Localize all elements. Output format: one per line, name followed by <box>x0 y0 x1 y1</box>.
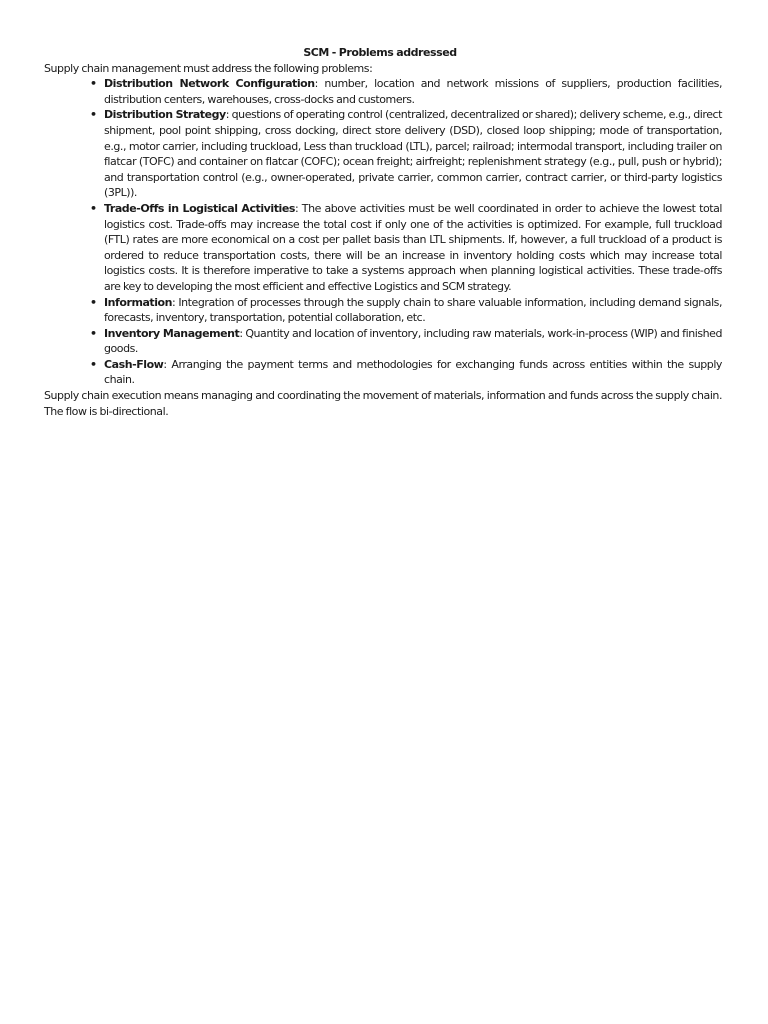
list-item-distribution-network <box>90 76 722 107</box>
intro-paragraph: Supply chain management must address the following problems: <box>44 61 373 75</box>
item-term: Distribution Strategy <box>104 108 226 122</box>
item-text: : Arranging the payment terms and methodologies for exchanging funds across entities within the supply chain. <box>104 357 722 387</box>
bullet-icon: • <box>90 77 97 91</box>
bullet-icon: • <box>90 326 97 340</box>
item-term: Cash-Flow <box>104 357 164 371</box>
list-item-trade-offs <box>90 201 722 295</box>
item-term: Inventory Management <box>104 326 240 340</box>
document-page <box>44 45 722 419</box>
closing-paragraph: Supply chain execution means managing and coordinating the movement of materials, information and funds across the supply chain. The flow is bi-directional. <box>44 389 722 418</box>
item-text: : Quantity and location of inventory, including raw materials, work-in-process (WIP) and finished goods. <box>104 326 722 356</box>
bullet-icon: • <box>90 295 97 309</box>
bullet-icon: • <box>90 108 97 122</box>
page-title: SCM - Problems addressed <box>303 46 457 59</box>
item-text: : number, location and network missions of suppliers, production facilities, distribution centers, warehouses, cross-docks and customers. <box>104 77 722 106</box>
bullet-icon: • <box>90 357 97 371</box>
problem-list <box>44 76 722 388</box>
item-text: : Integration of processes through the supply chain to share valuable information, including demand signals, forecasts, inventory, transportation, potential collaboration, etc. <box>104 295 722 325</box>
item-term: Information <box>104 295 173 309</box>
list-item-inventory-management <box>90 326 722 357</box>
item-text: : The above activities must be well coordinated in order to achieve the lowest total logistics cost. Trade-offs may increase the total cost if only one of the activities is optimized. For example, full truckload (FTL) rates are more economical on a cost per pallet basis than LTL shipments. If, however, a full truckload of a product is ordered to reduce transportation costs, there will be an increase in inventory holding costs which may increase total logistics costs. It is therefore imperative to take a systems approach when planning logistical activities. These trade-offs are key to developing the most efficient and effective Logistics and SCM strategy. <box>104 201 722 293</box>
list-item-distribution-strategy <box>90 107 722 201</box>
item-term: Trade-Offs in Logistical Activities <box>104 201 295 215</box>
list-item-cash-flow <box>90 357 722 388</box>
item-text: : questions of operating control (centralized, decentralized or shared); delivery scheme, e.g., direct shipment, pool point shipping, cross docking, direct store delivery (DSD), closed loop shipping; mode of transportation, e.g., motor carrier, including truckload, Less than truckload (LTL), parcel; railroad; intermodal transport, including trailer on flatcar (TOFC) and container on flatcar (COFC); ocean freight; airfreight; replenishment strategy (e.g., pull, push or hybrid); and transportation control (e.g., owner-operated, private carrier, common carrier, contract carrier, or third-party logistics (3PL)). <box>104 108 722 200</box>
item-term: Distribution Network Configuration <box>104 77 315 91</box>
bullet-icon: • <box>90 201 97 215</box>
list-item-information <box>90 295 722 326</box>
